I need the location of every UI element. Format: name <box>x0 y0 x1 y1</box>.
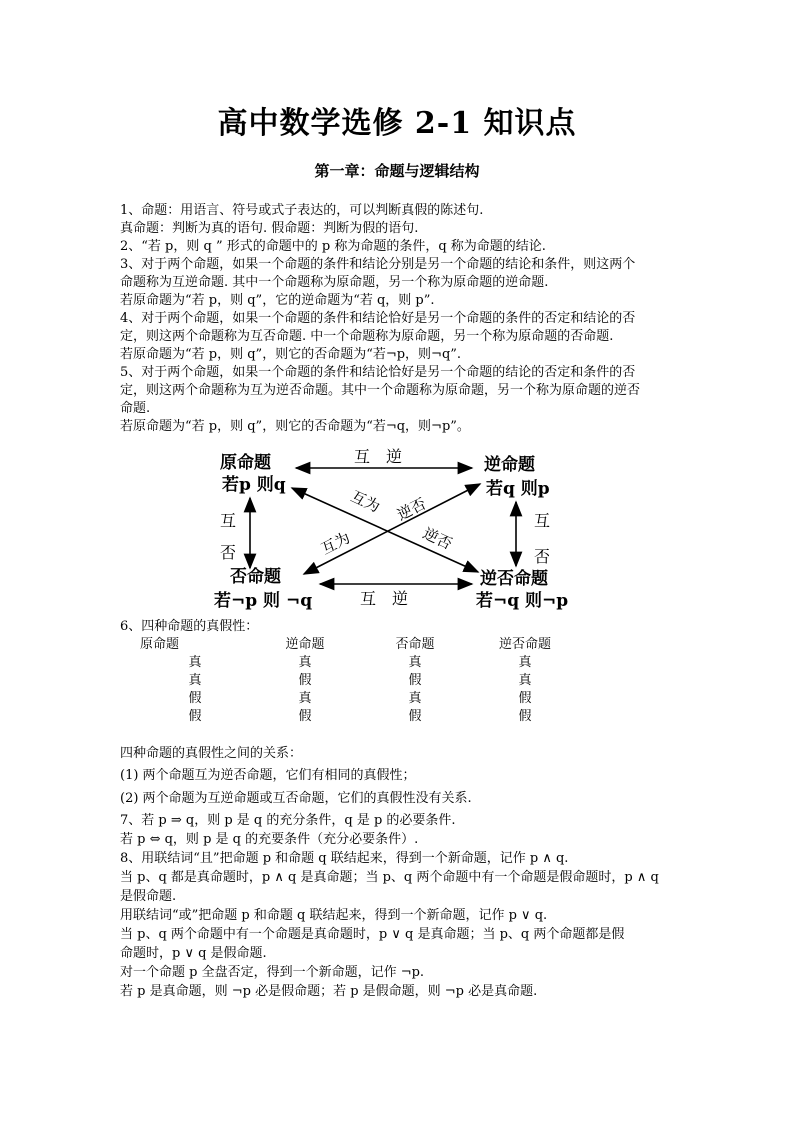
left-arrow-label-2: 否 <box>220 543 237 562</box>
text-line: 命题称为互逆命题. 其中一个命题称为原命题，另一个称为原命题的逆命题. <box>120 275 549 290</box>
text-line: 若原命题为“若 p，则 q”，它的逆命题为“若 q，则 p”. <box>120 293 435 308</box>
text-line: 若原命题为“若 p，则 q”，则它的否命题为“若¬q，则¬p”。 <box>120 419 470 434</box>
text-line: 3、对于两个命题，如果一个命题的条件和结论分别是另一个命题的结论和条件，则这两个 <box>120 257 636 272</box>
table-cell: 假 <box>298 709 312 724</box>
section-1-5-text <box>120 202 680 436</box>
four-propositions-diagram <box>200 444 580 616</box>
section-6-heading: 6、四种命题的真假性： <box>120 619 259 634</box>
table-header-cell: 逆命题 <box>285 637 325 652</box>
table-cell: 真 <box>518 673 532 688</box>
text-line: 5、对于两个命题，如果一个命题的条件和结论恰好是另一个命题的结论的否定和条件的否 <box>120 365 636 380</box>
table-cell: 假 <box>188 691 202 706</box>
table-cell: 假 <box>408 673 422 688</box>
text-line: 若 p ⇔ q，则 p 是 q 的充要条件（充分必要条件）. <box>120 832 419 847</box>
original-proposition-label: 原命题 <box>220 453 271 473</box>
text-line: 若 p 是真命题，则 ¬p 必是假命题；若 p 是假命题，则 ¬p 必是真命题. <box>120 984 538 999</box>
table-cell: 假 <box>188 709 202 724</box>
text-line: 四种命题的真假性之间的关系： <box>120 746 303 761</box>
bottom-arrow-label: 互 逆 <box>360 589 409 608</box>
section-7-8-text <box>120 744 680 1001</box>
table-cell: 真 <box>188 673 202 688</box>
left-arrow-label-1: 互 <box>220 511 237 530</box>
page-title: 高中数学选修 2-1 知识点 <box>217 106 577 141</box>
diagonal-label-lower-a: 互为 <box>318 528 354 559</box>
text-line: 命题. <box>120 401 151 416</box>
diagonal-label-lower-b: 逆否 <box>420 524 455 554</box>
table-header-row <box>140 636 580 654</box>
truth-table <box>140 636 580 726</box>
table-cell: 假 <box>408 709 422 724</box>
text-line: 8、用联结词“且”把命题 p 和命题 q 联结起来，得到一个新命题，记作 p ∧ q. <box>120 851 569 866</box>
table-cell: 假 <box>298 673 312 688</box>
table-cell: 真 <box>408 655 422 670</box>
top-arrow-label: 互 逆 <box>354 447 403 466</box>
right-arrow-label-1: 互 <box>534 511 551 530</box>
text-line: (2) 两个命题为互逆命题或互否命题，它们的真假性没有关系. <box>120 791 472 806</box>
text-line: 2、“若 p，则 q ” 形式的命题中的 p 称为命题的条件，q 称为命题的结论. <box>120 239 546 254</box>
text-line: 定，则这两个命题称为互否命题. 中一个命题称为原命题，另一个称为原命题的否命题. <box>120 329 614 344</box>
table-row <box>140 690 580 708</box>
right-arrow-label-2: 否 <box>534 547 551 566</box>
converse-proposition-label: 逆命题 <box>484 455 535 475</box>
diagonal-label-upper-b: 逆否 <box>394 494 430 525</box>
table-row <box>140 654 580 672</box>
table-cell: 假 <box>518 691 532 706</box>
table-cell: 真 <box>518 655 532 670</box>
table-cell: 真 <box>298 691 312 706</box>
table-cell: 真 <box>188 655 202 670</box>
text-line: 命题时，p ∨ q 是假命题. <box>120 946 267 961</box>
text-line: 对一个命题 p 全盘否定，得到一个新命题，记作 ¬p. <box>120 965 425 980</box>
table-header-cell: 逆否命题 <box>498 637 551 652</box>
table-row <box>140 672 580 690</box>
inverse-proposition-label: 否命题 <box>230 567 281 587</box>
text-line: (1) 两个命题互为逆否命题，它们有相同的真假性； <box>120 768 416 783</box>
text-line: 当 p、q 都是真命题时，p ∧ q 是真命题；当 p、q 两个命题中有一个命题是假命题时，p ∧ q <box>120 870 659 885</box>
diagonal-arrow-tl-br <box>292 488 478 572</box>
contrapositive-proposition-form: 若¬q 则¬p <box>476 591 569 611</box>
table-row <box>140 708 580 726</box>
table-cell: 真 <box>298 655 312 670</box>
contrapositive-proposition-label: 逆否命题 <box>480 569 548 589</box>
text-line: 用联结词“或”把命题 p 和命题 q 联结起来，得到一个新命题，记作 p ∨ q. <box>120 908 548 923</box>
text-line: 是假命题. <box>120 889 177 904</box>
text-line: 若原命题为“若 p，则 q”，则它的否命题为“若¬p，则¬q”. <box>120 347 462 362</box>
table-header-cell: 原命题 <box>140 637 180 652</box>
text-line: 真命题：判断为真的语句. 假命题：判断为假的语句. <box>120 221 419 236</box>
converse-proposition-form: 若q 则p <box>486 479 550 499</box>
diagonal-label-upper-a: 互为 <box>347 487 383 517</box>
inverse-proposition-form: 若¬p 则 ¬q <box>214 591 313 611</box>
table-cell: 真 <box>408 691 422 706</box>
table-header-cell: 否命题 <box>395 637 435 652</box>
text-line: 7、若 p ⇒ q，则 p 是 q 的充分条件，q 是 p 的必要条件. <box>120 813 456 828</box>
text-line: 1、命题：用语言、符号或式子表达的，可以判断真假的陈述句. <box>120 203 484 218</box>
table-cell: 假 <box>518 709 532 724</box>
section-6-heading-block <box>120 618 680 636</box>
original-proposition-form: 若p 则q <box>222 475 286 495</box>
text-line: 4、对于两个命题，如果一个命题的条件和结论恰好是另一个命题的条件的否定和结论的否 <box>120 311 636 326</box>
chapter-heading: 第一章：命题与逻辑结构 <box>314 162 480 180</box>
text-line: 当 p、q 两个命题中有一个命题是真命题时，p ∨ q 是真命题；当 p、q 两个命题都是假 <box>120 927 625 942</box>
text-line: 定，则这两个命题称为互为逆否命题。其中一个命题称为原命题，另一个称为原命题的逆否 <box>120 383 641 398</box>
